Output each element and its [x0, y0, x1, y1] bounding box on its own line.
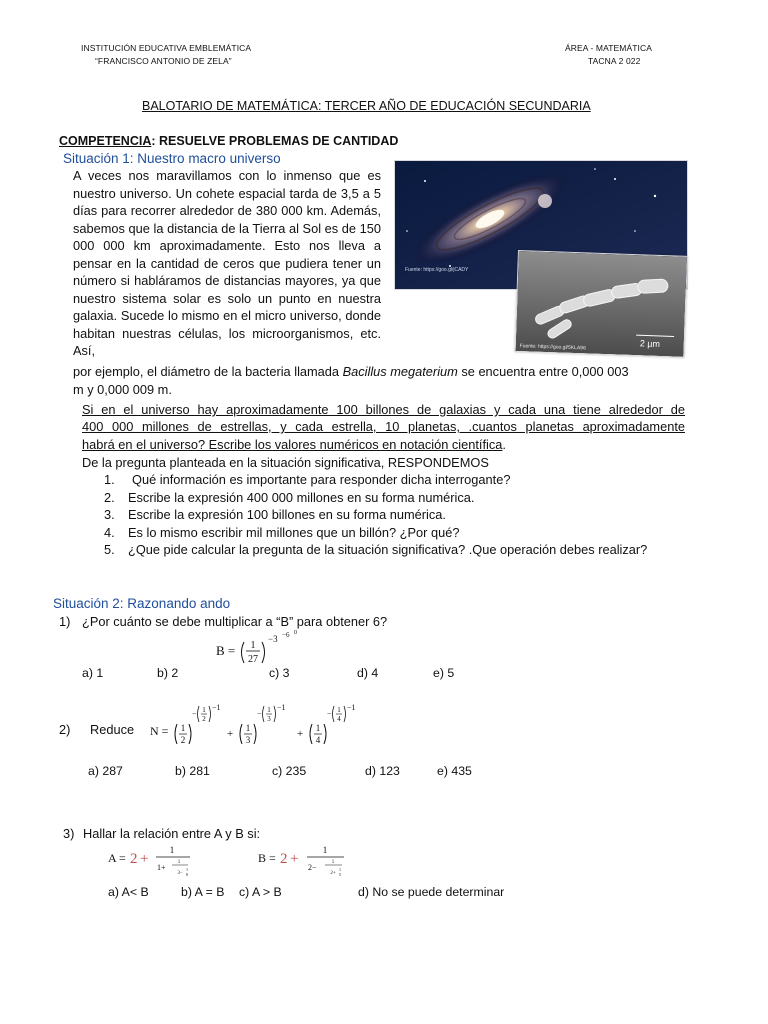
bacteria-diameter-line: por ejemplo, el diámetro de la bacteria llamada Bacillus megaterium se encuentra entre 0,000 003 [73, 364, 629, 379]
problem-1-number: 1) [59, 614, 71, 629]
problem-1-option-b: b) 2 [157, 666, 179, 680]
problem-3-option-a: a) A< B [108, 885, 149, 899]
problem-2-formula [150, 700, 380, 757]
svg-text:2+: 2+ [330, 871, 336, 876]
svg-text:1: 1 [331, 860, 335, 865]
svg-text:1: 1 [177, 860, 181, 865]
svg-text:27: 27 [248, 654, 258, 665]
bacteria-credit: Fuente: https://goo.gl/5KLA96 [519, 343, 586, 352]
galaxy-credit: Fuente: https://goo.gl/jCADY [405, 267, 469, 273]
svg-text:N =: N = [150, 724, 169, 738]
problem-2-option-d: d) 123 [365, 764, 400, 778]
svg-text:1+: 1+ [157, 863, 166, 872]
svg-text:−: − [327, 709, 332, 718]
svg-text:B =: B = [258, 851, 276, 865]
svg-text:1: 1 [180, 723, 186, 733]
situation-2-heading: Situación 2: Razonando ando [53, 596, 231, 611]
problem-1-option-c: c) 3 [269, 666, 290, 680]
svg-text:−3: −3 [268, 634, 278, 644]
svg-text:1: 1 [315, 723, 321, 733]
svg-text:B =: B = [216, 643, 236, 658]
guide-question: 3. Escribe la expresión 100 billones en su forma numérica. [104, 507, 446, 522]
svg-text:1: 1 [322, 845, 328, 855]
svg-text:−1: −1 [212, 703, 221, 712]
problem-3-option-c: c) A > B [239, 885, 282, 899]
svg-text:+: + [140, 851, 149, 867]
competencia-text: : RESUELVE PROBLEMAS DE CANTIDAD [151, 134, 399, 148]
situation-1-paragraph: A veces nos maravillamos con lo inmenso que es nuestro universo. Un cohete espacial tarda de 3,5 a 5 días para recorrer alrededor de 380 000 km. Además, sabemos que la distancia de la Tierra al Sol es de 150 000 000 km aproximadamente. Esto nos lleva a pensar en la cantidad de ceros que pudiera tener un número si habláramos de distancias mayores, ya que nuestro sistema solar es solo un punto en nuestra galaxia. Sucede lo mismo en el micro universo, donde habitan nuestras células, los microorganismos, etc. Así, [73, 168, 381, 358]
situation-1-heading: Situación 1: Nuestro macro universo [63, 151, 281, 166]
problem-1-formula [216, 630, 316, 673]
problem-3-option-b: b) A = B [181, 885, 225, 899]
school-subtitle: “FRANCISCO ANTONIO DE ZELA” [95, 56, 232, 66]
svg-text:−: − [257, 709, 262, 718]
problem-2-number: 2) [59, 722, 71, 737]
svg-text:2: 2 [280, 851, 288, 867]
guide-questions [104, 471, 664, 559]
svg-text:2−: 2− [308, 863, 317, 872]
guide-question: 5. ¿Que pide calcular la pregunta de la situación significativa? .Que operación debes realizar? [104, 542, 648, 557]
location-year: TACNA 2 022 [588, 56, 641, 66]
svg-text:3: 3 [267, 715, 271, 723]
svg-text:1: 1 [267, 706, 271, 714]
svg-text:−1: −1 [277, 703, 286, 712]
svg-text:0: 0 [294, 630, 297, 636]
page-title: BALOTARIO DE MATEMÁTICA: TERCER AÑO DE EDUCACIÓN SECUNDARIA [142, 99, 591, 113]
problem-3-formula-a [108, 842, 208, 885]
bacteria-illustration [515, 251, 686, 357]
bacteria-diameter-line-2: m y 0,000 009 m. [73, 382, 172, 397]
svg-text:−: − [192, 709, 197, 718]
svg-text:A =: A = [108, 851, 126, 865]
bacteria-image [514, 250, 687, 358]
guide-question: 1. Qué información es importante para responder dicha interrogante? [104, 472, 511, 487]
situation-question-line-2: 400 000 millones de estrellas, y cada estrella, 10 planetas, .cuantos planetas aproximadamente [82, 419, 685, 434]
svg-text:1: 1 [169, 845, 175, 855]
bacteria-scale-label: 2 µm [639, 338, 661, 350]
svg-text:8: 8 [186, 872, 188, 877]
bacteria-species-name: Bacillus megaterium [342, 364, 458, 379]
problem-3-number: 3) [63, 826, 75, 841]
svg-text:1: 1 [337, 706, 341, 714]
svg-text:3−: 3− [177, 871, 183, 876]
svg-text:2: 2 [180, 735, 186, 745]
svg-text:3: 3 [245, 735, 251, 745]
problem-2-option-a: a) 287 [88, 764, 123, 778]
svg-text:1: 1 [245, 723, 251, 733]
respondemos-line: De la pregunta planteada en la situación significativa, RESPONDEMOS [82, 455, 489, 470]
problem-2-option-b: b) 281 [175, 764, 210, 778]
svg-text:2: 2 [130, 851, 138, 867]
svg-text:1: 1 [339, 867, 341, 872]
guide-question: 2. Escribe la expresión 400 000 millones en su forma numérica. [104, 489, 475, 505]
situation-question-line-3: habrá en el universo? Escribe los valores numéricos en notación científica. [82, 437, 506, 452]
svg-text:+: + [290, 851, 299, 867]
svg-text:1: 1 [186, 867, 188, 872]
problem-2-option-c: c) 235 [272, 764, 307, 778]
problem-1-option-d: d) 4 [357, 666, 379, 680]
competencia-line [59, 134, 398, 148]
problem-3-formula-b [258, 842, 358, 885]
problem-3-question: Hallar la relación entre A y B si: [83, 826, 261, 841]
svg-text:−1: −1 [347, 703, 356, 712]
svg-text:+: + [297, 728, 304, 740]
svg-text:1: 1 [250, 640, 256, 651]
situation-question-line-1: Si en el universo hay aproximadamente 100 billones de galaxias y cada una tiene alrededor de [82, 402, 685, 417]
problem-2-option-e: e) 435 [437, 764, 472, 778]
area-label: ÁREA - MATEMÁTICA [565, 43, 653, 53]
guide-question: 4. Es lo mismo escribir mil millones que un billón? ¿Por qué? [104, 524, 460, 540]
problem-1-option-a: a) 1 [82, 666, 104, 680]
problem-2-label: Reduce [90, 722, 135, 737]
svg-text:4: 4 [337, 715, 341, 723]
problem-3-option-d: d) No se puede determinar [358, 885, 505, 899]
svg-text:−6: −6 [282, 631, 290, 639]
competencia-label: COMPETENCIA [59, 134, 152, 148]
guide-question-list [104, 471, 664, 559]
svg-text:1: 1 [202, 706, 206, 714]
problem-1-option-e: e) 5 [433, 666, 455, 680]
svg-text:2: 2 [202, 715, 206, 723]
svg-text:4: 4 [315, 735, 321, 745]
problem-1-question: ¿Por cuánto se debe multiplicar a “B” para obtener 6? [82, 614, 388, 629]
school-name: INSTITUCIÓN EDUCATIVA EMBLEMÁTICA [81, 43, 252, 53]
svg-text:+: + [227, 728, 234, 740]
svg-text:5: 5 [339, 872, 341, 877]
